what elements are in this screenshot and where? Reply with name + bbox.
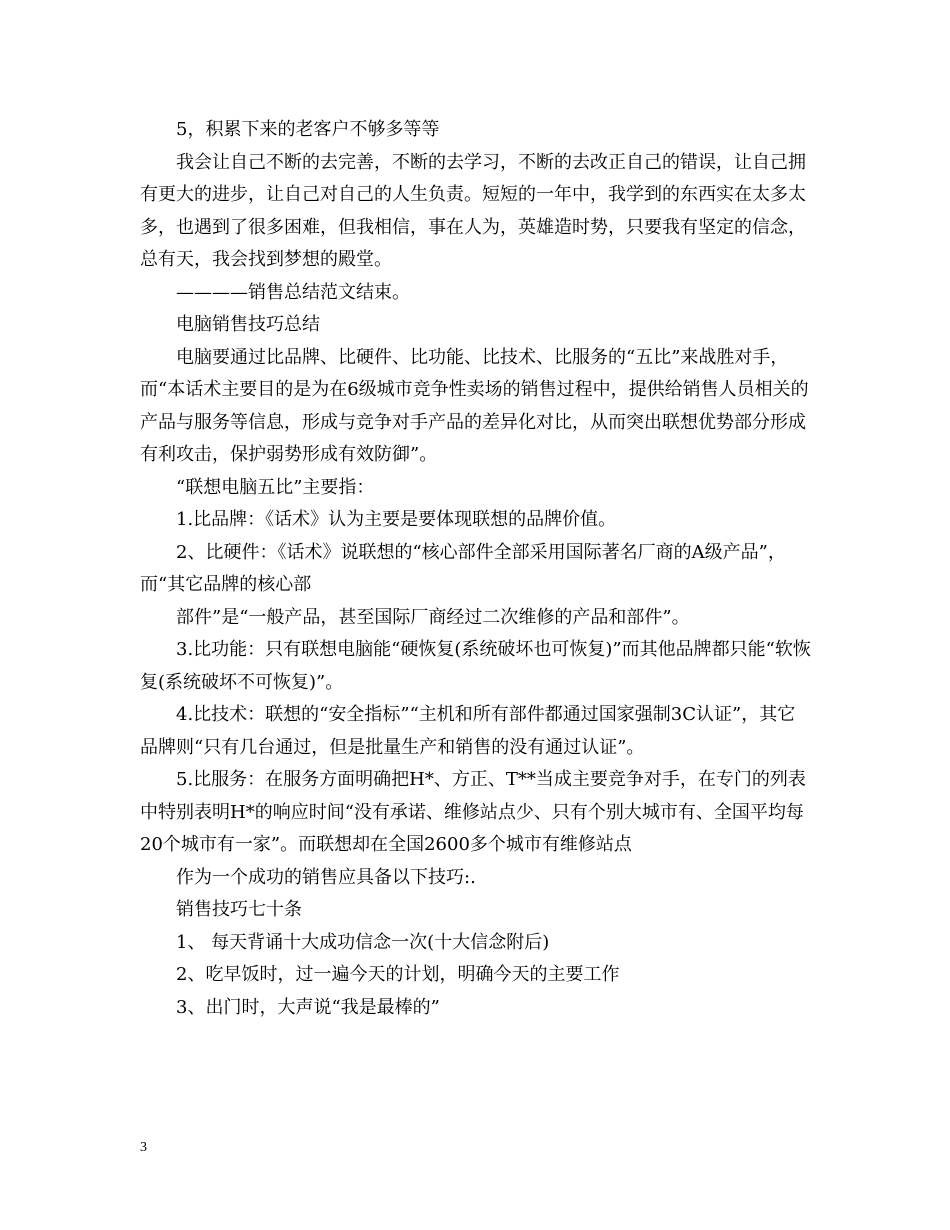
- section-heading: 电脑销售技巧总结: [176, 314, 320, 335]
- list-item: 2、吃早饭时，过一遍今天的计划，明确今天的主要工作: [176, 964, 620, 985]
- page-number: 3: [140, 1140, 147, 1155]
- paragraph: ————销售总结范文结束。: [176, 281, 410, 303]
- paragraph: 部件”是“一般产品，甚至国际厂商经过二次维修的产品和部件”。: [176, 606, 690, 628]
- list-item: 3.比功能：只有联想电脑能“硬恢复(系统破坏也可恢复)”而其他品牌都只能“软恢复(系统破坏不可恢复)”。: [140, 639, 811, 693]
- list-item: 1、 每天背诵十大成功信念一次(十大信念附后): [176, 931, 550, 953]
- list-item: 5.比服务：在服务方面明确把H*、方正、T**当成主要竞争对手，在专门的列表中特别表明H*的响应时间“没有承诺、维修站点少、只有个别大城市有、全国平均每20个城市有一家”。而联想却在全国2600多个城市有维修站点: [140, 769, 806, 855]
- list-item: 2、比硬件：《话术》说联想的“核心部件全部采用国际著名厂商的A级产品”，而“其它品牌的核心部: [140, 541, 786, 595]
- paragraph: 我会让自己不断的去完善，不断的去学习，不断的去改正自己的错误，让自己拥有更大的进步，让自己对自己的人生负责。短短的一年中，我学到的东西实在太多太多，也遇到了很多困难，但我相信，事在人为，英雄造时势，只要我有坚定的信念，总有天，我会找到梦想的殿堂。: [140, 151, 806, 270]
- paragraph: 电脑要通过比品牌、比硬件、比功能、比技术、比服务的“五比”来战胜对手，而“本话术主要目的是为在6级城市竞争性卖场的销售过程中，提供给销售人员相关的产品与服务等信息，形成与竞争对手产品的差异化对比，从而突出联想优势部分形成有利攻击，保护弱势形成有效防御”。: [140, 346, 809, 465]
- list-item: 4.比技术：联想的“安全指标”“主机和所有部件都通过国家强制3C认证”，其它品牌则“只有几台通过，但是批量生产和销售的没有通过认证”。: [140, 704, 796, 758]
- paragraph: 作为一个成功的销售应具备以下技巧:.: [176, 866, 476, 888]
- paragraph: 5，积累下来的老客户不够多等等: [176, 119, 440, 140]
- section-heading: 销售技巧七十条: [176, 899, 302, 920]
- paragraph: “联想电脑五比”主要指：: [176, 476, 375, 498]
- list-item: 1.比品牌：《话术》认为主要是要体现联想的品牌价值。: [176, 509, 617, 530]
- document-body: [140, 114, 812, 1024]
- list-item: 3、出门时，大声说“我是最棒的”: [176, 996, 440, 1018]
